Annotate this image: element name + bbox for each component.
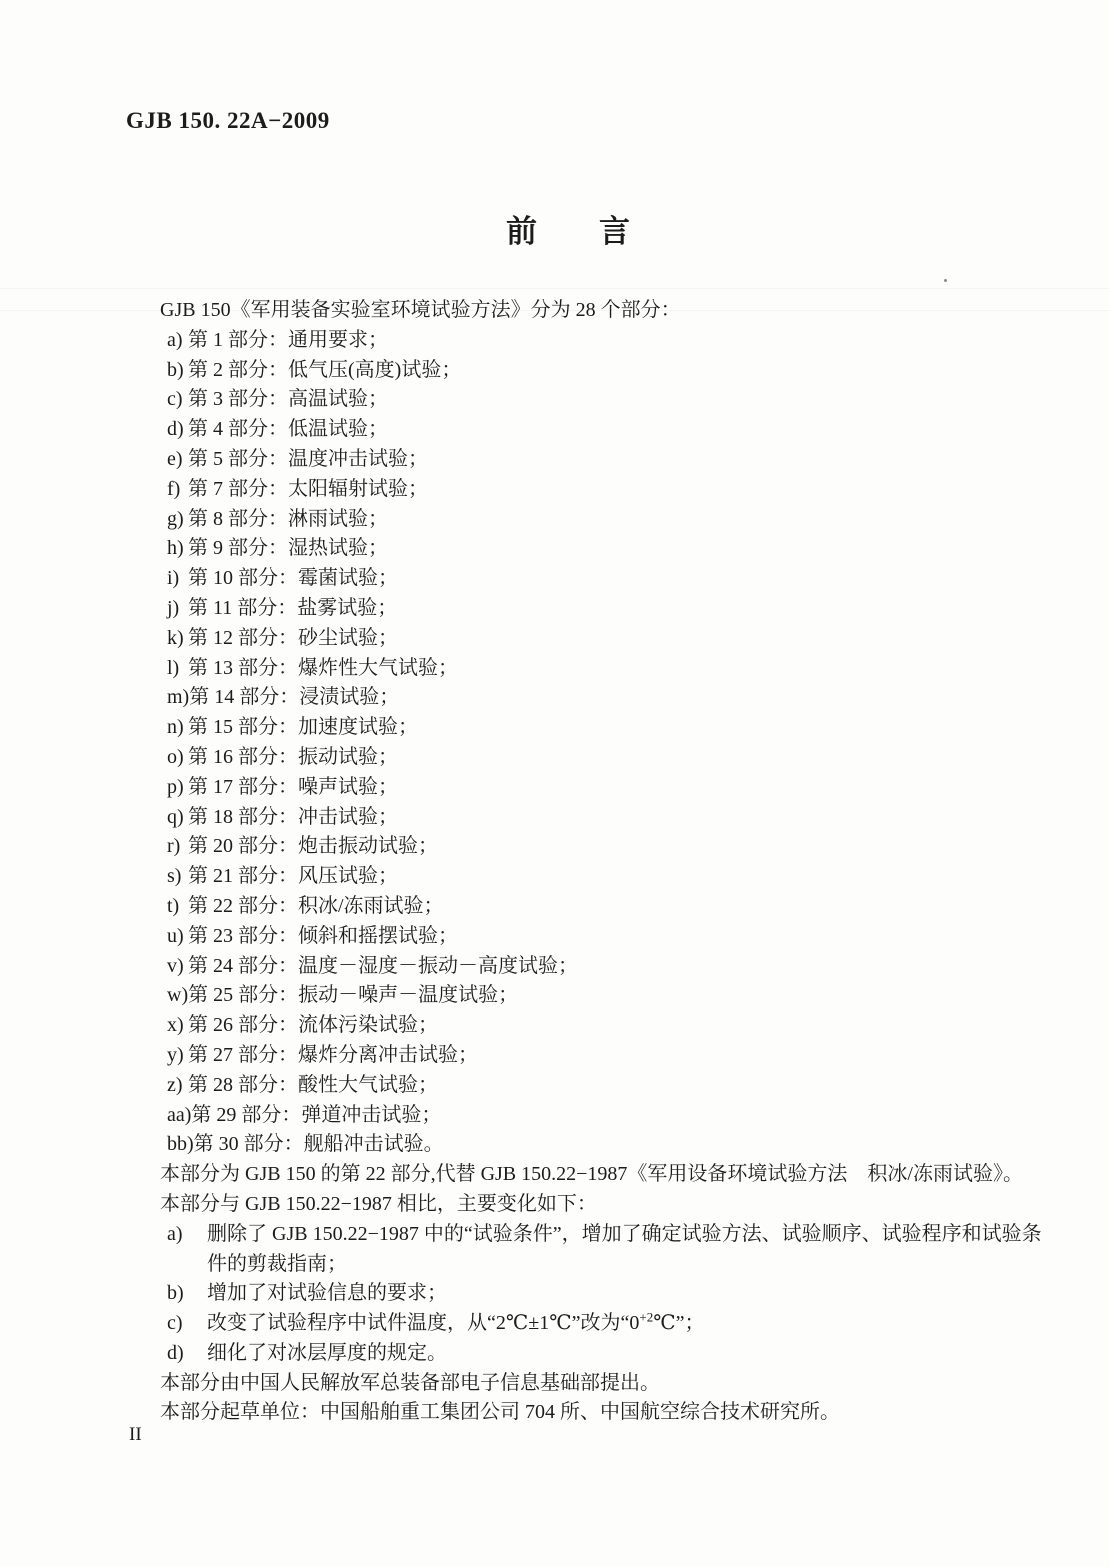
list-item [160, 922, 1044, 952]
list-item [160, 1309, 1044, 1339]
item-text: 第 13 部分：爆炸性大气试验； [188, 656, 458, 679]
list-item [160, 624, 1044, 654]
page-number: II [129, 1424, 142, 1445]
list-item [160, 952, 1044, 982]
list-item [160, 534, 1044, 564]
item-text: 删除了 GJB 150.22−1987 中的“试验条件”，增加了确定试验方法、试验顺序、试验程序和试验条件的剪裁指南； [207, 1222, 1042, 1275]
item-text: 第 24 部分：温度－湿度－振动－高度试验； [188, 954, 578, 977]
item-text: 第 15 部分：加速度试验； [188, 716, 418, 739]
item-text: 第 25 部分：振动－噪声－温度试验； [188, 984, 519, 1007]
list-item [160, 981, 1044, 1011]
list-item [160, 683, 1044, 713]
item-text: 第 14 部分：浸渍试验； [189, 686, 400, 709]
item-text: 第 18 部分：冲击试验； [188, 805, 398, 828]
page-title: 前言 [506, 214, 692, 249]
item-text: 第 11 部分：盐雾试验； [188, 596, 398, 619]
drafted-by-paragraph: 本部分起草单位：中国船舶重工集团公司 704 所、中国航空综合技术研究所。 [160, 1401, 840, 1424]
item-text: 第 22 部分：积冰/冻雨试验； [188, 894, 444, 917]
list-item [160, 1279, 1044, 1309]
item-label: b) [167, 1282, 184, 1305]
item-label: e) [167, 447, 183, 470]
item-label: u) [167, 924, 184, 947]
item-text: 第 5 部分：温度冲击试验； [188, 447, 428, 470]
intro-paragraph: GJB 150《军用装备实验室环境试验方法》分为 28 个部分： [160, 299, 681, 321]
item-label: r) [167, 835, 181, 858]
list-item [160, 1041, 1044, 1071]
item-label: b) [167, 358, 184, 381]
list-item [160, 505, 1044, 535]
item-text: 第 28 部分：酸性大气试验； [188, 1073, 438, 1096]
scan-artifact-dot [944, 279, 947, 282]
list-item [160, 1101, 1044, 1131]
list-item [160, 832, 1044, 862]
list-item [160, 415, 1044, 445]
item-label: d) [167, 1341, 184, 1364]
item-label: s) [167, 865, 182, 888]
item-label: k) [167, 626, 184, 649]
item-label: m) [167, 686, 190, 709]
item-text: 第 9 部分：湿热试验； [188, 537, 388, 560]
item-text: 第 8 部分：淋雨试验； [188, 507, 388, 530]
item-label: y) [167, 1043, 184, 1066]
list-item [160, 803, 1044, 833]
proposed-by-paragraph: 本部分由中国人民解放军总装备部电子信息基础部提出。 [160, 1371, 660, 1394]
item-label: c) [167, 1312, 183, 1335]
item-text: 第 29 部分：弹道冲击试验； [191, 1103, 442, 1126]
list-item [160, 564, 1044, 594]
list-item [160, 773, 1044, 803]
item-label: a) [167, 1222, 183, 1245]
item-text: 第 21 部分：风压试验； [188, 865, 398, 888]
item-text: 第 27 部分：爆炸分离冲击试验； [188, 1043, 478, 1066]
item-label: v) [167, 954, 184, 977]
item-text: 第 3 部分：高温试验； [188, 388, 388, 411]
list-item [160, 475, 1044, 505]
list-item [160, 326, 1044, 356]
item-text: 第 23 部分：倾斜和摇摆试验； [188, 924, 458, 947]
item-label: bb) [167, 1133, 194, 1156]
scan-artifact-line [0, 288, 1109, 289]
item-label: j) [167, 596, 180, 619]
list-item [160, 1220, 1044, 1280]
list-item [160, 594, 1044, 624]
list-item [160, 713, 1044, 743]
item-label: p) [167, 775, 184, 798]
item-text: 第 2 部分：低气压(高度)试验； [188, 358, 462, 381]
item-text-prefix: 改变了试验程序中试件温度，从“2℃±1℃”改为“0 [207, 1312, 640, 1335]
item-text: 第 17 部分：噪声试验； [188, 775, 398, 798]
item-text: 第 1 部分：通用要求； [188, 328, 388, 351]
item-text-suffix: ℃”； [653, 1312, 705, 1335]
item-label: x) [167, 1014, 184, 1037]
list-item [160, 1011, 1044, 1041]
comparison-paragraph: 本部分与 GJB 150.22−1987 相比，主要变化如下： [160, 1192, 597, 1215]
list-item [160, 356, 1044, 386]
item-label: z) [167, 1073, 183, 1096]
item-label: a) [167, 328, 183, 351]
item-text: 第 26 部分：流体污染试验； [188, 1014, 438, 1037]
list-item [160, 1071, 1044, 1101]
item-label: q) [167, 805, 184, 828]
list-item [160, 385, 1044, 415]
document-body [160, 296, 1044, 1428]
superscript-tolerance: +2 [639, 1309, 654, 1325]
item-label: w) [167, 984, 189, 1007]
list-item [160, 445, 1044, 475]
item-label: d) [167, 418, 184, 441]
item-text: 第 12 部分：砂尘试验； [188, 626, 398, 649]
item-label: g) [167, 507, 184, 530]
item-text: 第 4 部分：低温试验； [188, 418, 388, 441]
item-text: 细化了对冰层厚度的规定。 [207, 1341, 447, 1364]
item-label: n) [167, 716, 184, 739]
changes-list [160, 1220, 1044, 1369]
item-text [207, 1309, 1044, 1339]
parts-list [160, 326, 1044, 1160]
item-label: c) [167, 388, 183, 411]
standard-number: GJB 150. 22A−2009 [126, 108, 330, 133]
list-item [160, 862, 1044, 892]
item-label: t) [167, 894, 180, 917]
item-label: o) [167, 745, 184, 768]
item-label: aa) [167, 1103, 192, 1126]
item-text: 第 10 部分：霉菌试验； [188, 567, 398, 590]
list-item [160, 892, 1044, 922]
item-label: h) [167, 537, 184, 560]
list-item [160, 1339, 1044, 1369]
list-item [160, 743, 1044, 773]
item-text: 第 20 部分：炮击振动试验； [188, 835, 438, 858]
item-text: 第 7 部分：太阳辐射试验； [188, 477, 428, 500]
list-item [160, 1130, 1044, 1160]
item-label: f) [167, 477, 181, 500]
replacement-paragraph: 本部分为 GJB 150 的第 22 部分,代替 GJB 150.22−1987《军用设备环境试验方法 积冰/冻雨试验》。 [160, 1163, 1023, 1186]
item-text: 增加了对试验信息的要求； [207, 1282, 447, 1305]
item-label: i) [167, 567, 180, 590]
list-item [160, 654, 1044, 684]
item-text: 第 16 部分：振动试验； [188, 745, 398, 768]
item-label: l) [167, 656, 180, 679]
item-text: 第 30 部分：舰船冲击试验。 [193, 1133, 444, 1156]
